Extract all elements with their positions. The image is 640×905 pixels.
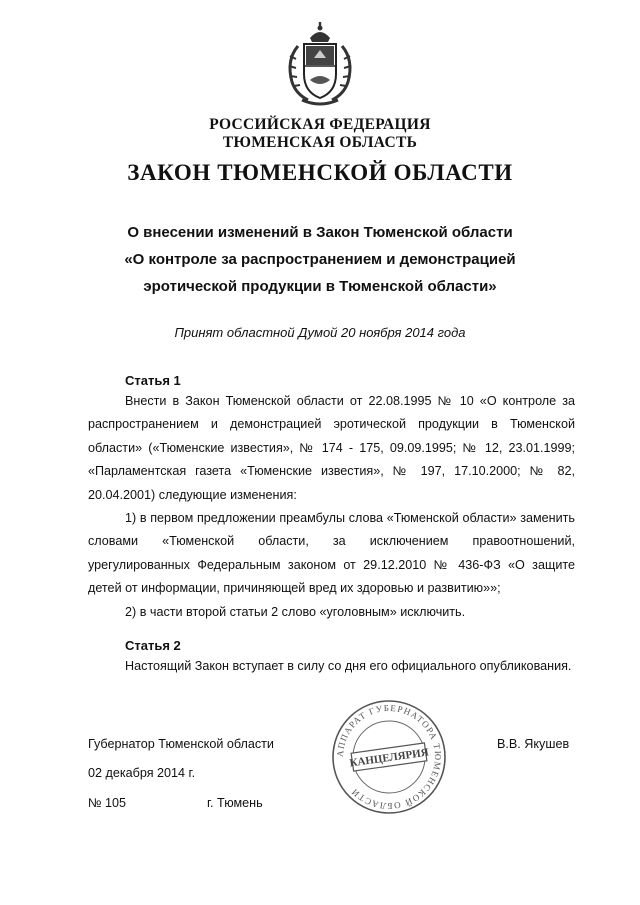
article-2-text: Настоящий Закон вступает в силу со дня его официального опубликования. xyxy=(125,659,572,673)
stamp-ring-text: АППАРАТ ГУБЕРНАТОРА ТЮМЕНСКОЙ ОБЛАСТИ xyxy=(334,702,444,812)
header-country: РОССИЙСКАЯ ФЕДЕРАЦИЯ xyxy=(209,116,431,133)
article-1-item-1: 1) в первом предложении преамбулы слова «Тюменской области» заменить словами «Тюменской области, за исключением правоотношений, урегулированных Федеральным законом от 29.12.2010 № 436-ФЗ «О защите детей от информации, причиняющей вред их здоровью и развитию»»; xyxy=(88,511,575,596)
adoption-note: Принят областной Думой 20 ноября 2014 года xyxy=(174,325,466,340)
article-1-item-2: 2) в части второй статьи 2 слово «уголовным» исключить. xyxy=(125,604,466,619)
law-number: № 105 xyxy=(88,796,127,810)
signing-date: 02 декабря 2014 г. xyxy=(88,766,196,780)
signatory-name: В.В. Якушев xyxy=(497,737,570,751)
article-2-heading: Статья 2 xyxy=(125,638,181,653)
header-document-type: ЗАКОН ТЮМЕНСКОЙ ОБЛАСТИ xyxy=(127,160,513,185)
office-stamp-icon xyxy=(330,698,448,816)
law-title-line-2: «О контроле за распространением и демонстрацией xyxy=(124,251,516,268)
article-2-body xyxy=(88,655,575,678)
signing-city: г. Тюмень xyxy=(207,796,263,810)
coat-of-arms-icon xyxy=(280,22,360,108)
stamp-center-text: КАНЦЕЛЯРИЯ xyxy=(348,746,430,770)
article-1-heading: Статья 1 xyxy=(125,373,181,388)
article-1-intro: Внести в Закон Тюменской области от 22.08.1995 № 10 «О контроле за распространением и демонстрацией эротической продукции в Тюменской области» («Тюменские известия», № 174 - 175, 09.09.1995; № 12, 23.01.1999; «Парламентская газета «Тюменские известия», № 197, 17.10.2000; № 82, 20.04.2001) следующие изменения: xyxy=(88,394,575,502)
law-title-line-3: эротической продукции в Тюменской области» xyxy=(143,278,497,295)
law-title-line-1: О внесении изменений в Закон Тюменской области xyxy=(127,224,513,241)
article-1-body xyxy=(88,390,575,624)
header-region: ТЮМЕНСКАЯ ОБЛАСТЬ xyxy=(222,134,418,151)
signatory-position: Губернатор Тюменской области xyxy=(88,737,274,751)
